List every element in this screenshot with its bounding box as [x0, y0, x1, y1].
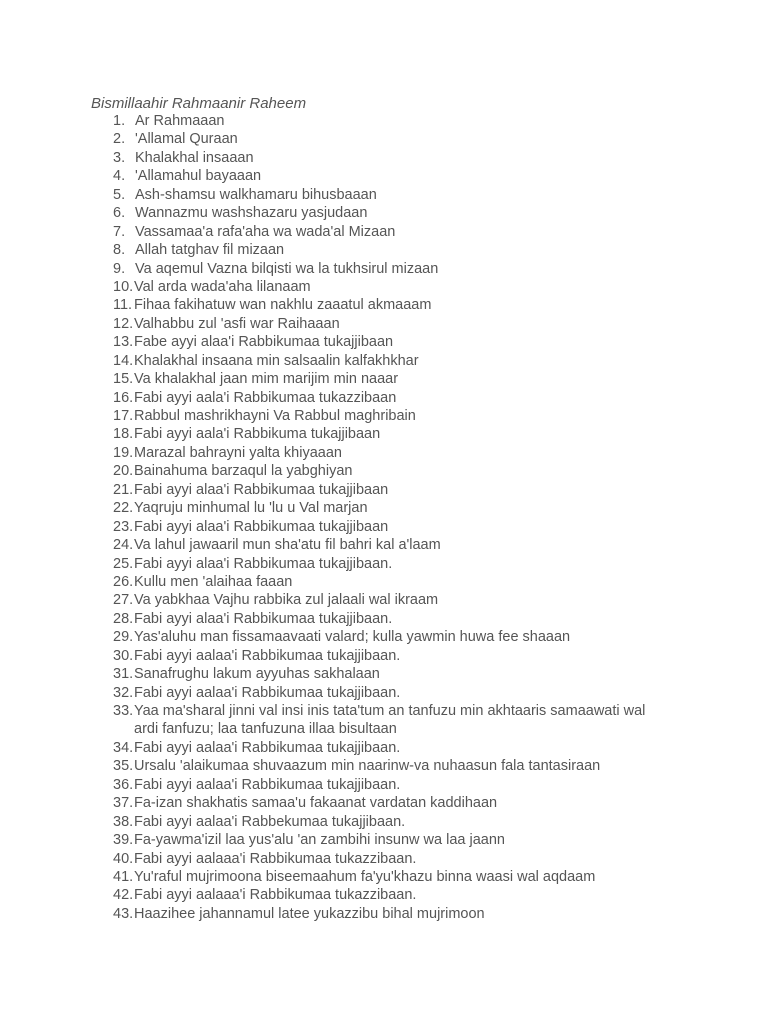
verse-number: 42.	[113, 887, 134, 904]
verse-text: 'Allamahul bayaaan	[135, 168, 262, 185]
verse-number: 38.	[113, 813, 134, 830]
verse-text: Fabi ayyi aalaaa'i Rabbikumaa tukazzibaan.	[134, 850, 417, 867]
list-item	[0, 813, 768, 831]
verse-number: 4.	[113, 168, 126, 185]
verse-number: 14.	[113, 352, 134, 369]
verse-text: Yaa ma'sharal jinni val insi inis tata'tum an tanfuzu min akhtaaris samaawati wal ardi fanfuzu; laa tanfuzuna illaa bisultaan	[134, 703, 646, 738]
verse-text: Khalakhal insaana min salsaalin kalfakhkhar	[134, 352, 419, 369]
list-item	[0, 628, 768, 646]
verse-list	[0, 112, 768, 923]
verse-number: 43.	[113, 905, 134, 922]
verse-text: Fa-izan shakhatis samaa'u fakaanat vardatan kaddihaan	[134, 795, 498, 812]
verse-text: Fabi ayyi aalaa'i Rabbikumaa tukajjibaan.	[134, 776, 401, 793]
list-item	[0, 905, 768, 923]
verse-text: Val arda wada'aha lilanaam	[134, 278, 311, 295]
verse-number: 5.	[113, 186, 126, 203]
verse-text: Fabi ayyi alaa'i Rabbikumaa tukajjibaan.	[134, 555, 393, 572]
verse-number: 28.	[113, 610, 134, 627]
verse-text: Ursalu 'alaikumaa shuvaazum min naarinw-va nuhaasun fala tantasiraan	[134, 758, 601, 775]
verse-number: 13.	[113, 334, 134, 351]
verse-number: 26.	[113, 573, 134, 590]
verse-text: Allah tatghav fil mizaan	[135, 242, 285, 259]
verse-number: 22.	[113, 500, 134, 517]
verse-number: 1.	[113, 113, 126, 129]
list-item	[0, 389, 768, 407]
list-item	[0, 499, 768, 517]
verse-text: Fabi ayyi aalaa'i Rabbikumaa tukajjibaan.	[134, 647, 401, 664]
verse-number: 25.	[113, 555, 134, 572]
verse-text: Marazal bahrayni yalta khiyaaan	[134, 444, 342, 461]
list-item	[0, 757, 768, 775]
verse-text: Fabi ayyi alaa'i Rabbikumaa tukajjibaan.	[134, 610, 393, 627]
list-item	[0, 739, 768, 757]
list-item	[0, 591, 768, 609]
list-item	[0, 241, 768, 259]
verse-text: Yas'aluhu man fissamaavaati valard; kulla yawmin huwa fee shaaan	[134, 629, 571, 646]
verse-text: Fabi ayyi aalaa'i Rabbekumaa tukajjibaan.	[134, 813, 406, 830]
verse-number: 9.	[113, 260, 126, 277]
list-item	[0, 425, 768, 443]
list-item	[0, 481, 768, 499]
verse-text: Fabi ayyi aalaa'i Rabbikumaa tukajjibaan.	[134, 684, 401, 701]
list-item	[0, 702, 768, 739]
verse-number: 10.	[113, 278, 134, 295]
verse-text: Haazihee jahannamul latee yukazzibu bihal mujrimoon	[134, 905, 485, 922]
verse-number: 15.	[113, 371, 134, 388]
verse-text: Bainahuma barzaqul la yabghiyan	[134, 463, 353, 480]
verse-text: Fihaa fakihatuw wan nakhlu zaaatul akmaaam	[134, 297, 432, 314]
list-item	[0, 684, 768, 702]
list-item	[0, 370, 768, 388]
list-item	[0, 555, 768, 573]
verse-text: Ash-shamsu walkhamaru bihusbaaan	[135, 186, 377, 203]
document-title: Bismillaahir Rahmaanir Raheem	[91, 95, 307, 112]
list-item	[0, 831, 768, 849]
verse-text: Valhabbu zul 'asfi war Raihaaan	[134, 315, 340, 332]
verse-text: Fabi ayyi aala'i Rabbikumaa tukazzibaan	[134, 389, 397, 406]
verse-number: 31.	[113, 666, 134, 683]
list-item	[0, 776, 768, 794]
verse-number: 6.	[113, 205, 126, 222]
verse-number: 40.	[113, 850, 134, 867]
verse-number: 12.	[113, 315, 134, 332]
verse-text: Fabi ayyi aalaa'i Rabbikumaa tukajjibaan.	[134, 739, 401, 756]
list-item	[0, 407, 768, 425]
verse-number: 7.	[113, 223, 126, 240]
verse-text: Wannazmu washshazaru yasjudaan	[135, 205, 368, 222]
verse-text: Fabi ayyi alaa'i Rabbikumaa tukajjibaan	[134, 481, 389, 498]
verse-number: 36.	[113, 776, 134, 793]
list-item	[0, 886, 768, 904]
list-item	[0, 610, 768, 628]
verse-text: Yu'raful mujrimoona biseemaahum fa'yu'khazu binna waasi wal aqdaam	[134, 868, 596, 885]
list-item	[0, 112, 768, 130]
verse-text: Fabe ayyi alaa'i Rabbikumaa tukajjibaan	[134, 334, 394, 351]
verse-number: 21.	[113, 481, 134, 498]
verse-number: 20.	[113, 463, 134, 480]
verse-text: Va yabkhaa Vajhu rabbika zul jalaali wal ikraam	[134, 592, 439, 609]
verse-text: Kullu men 'alaihaa faaan	[134, 573, 293, 590]
verse-number: 27.	[113, 592, 134, 609]
verse-number: 29.	[113, 629, 134, 646]
verse-number: 17.	[113, 408, 134, 424]
verse-number: 41.	[113, 868, 134, 885]
list-item	[0, 647, 768, 665]
verse-number: 24.	[113, 537, 134, 554]
list-item	[0, 352, 768, 370]
list-item	[0, 665, 768, 683]
list-item	[0, 204, 768, 222]
verse-number: 3.	[113, 149, 126, 166]
verse-text: Sanafrughu lakum ayyuhas sakhalaan	[134, 666, 380, 683]
list-item	[0, 518, 768, 536]
list-item	[0, 794, 768, 812]
list-item	[0, 296, 768, 314]
verse-number: 23.	[113, 518, 134, 535]
verse-number: 34.	[113, 739, 134, 756]
verse-text: Vassamaa'a rafa'aha wa wada'al Mizaan	[135, 223, 396, 240]
verse-text: Fa-yawma'izil laa yus'alu 'an zambihi insunw wa laa jaann	[134, 832, 505, 849]
list-item	[0, 260, 768, 278]
verse-number: 39.	[113, 832, 134, 849]
list-item	[0, 278, 768, 296]
list-item	[0, 444, 768, 462]
verse-text: Rabbul mashrikhayni Va Rabbul maghribain	[134, 408, 416, 424]
verse-number: 30.	[113, 647, 134, 664]
list-item	[0, 850, 768, 868]
verse-number: 19.	[113, 444, 134, 461]
verse-number: 16.	[113, 389, 134, 406]
verse-number: 35.	[113, 758, 134, 775]
list-item	[0, 130, 768, 148]
list-item	[0, 167, 768, 185]
list-item	[0, 149, 768, 167]
verse-number: 18.	[113, 426, 134, 443]
verse-text: Va lahul jawaaril mun sha'atu fil bahri kal a'laam	[134, 537, 441, 554]
list-item	[0, 573, 768, 591]
verse-text: Fabi ayyi aalaaa'i Rabbikumaa tukazzibaan.	[134, 887, 417, 904]
list-item	[0, 462, 768, 480]
list-item	[0, 315, 768, 333]
list-item	[0, 333, 768, 351]
verse-text: Fabi ayyi alaa'i Rabbikumaa tukajjibaan	[134, 518, 389, 535]
verse-number: 37.	[113, 795, 134, 812]
verse-number: 32.	[113, 684, 134, 701]
list-item	[0, 536, 768, 554]
list-item	[0, 186, 768, 204]
verse-number: 33.	[113, 703, 134, 719]
verse-text: Va aqemul Vazna bilqisti wa la tukhsirul mizaan	[135, 260, 439, 277]
verse-text: Va khalakhal jaan mim marijim min naaar	[134, 371, 399, 388]
verse-text: Fabi ayyi aala'i Rabbikuma tukajjibaan	[134, 426, 381, 443]
verse-number: 8.	[113, 242, 126, 259]
verse-text: Ar Rahmaaan	[135, 113, 225, 129]
verse-number: 2.	[113, 131, 126, 148]
verse-text: Yaqruju minhumal lu 'lu u Val marjan	[134, 500, 368, 517]
verse-text: Khalakhal insaaan	[135, 149, 254, 166]
verse-number: 11.	[113, 297, 133, 314]
verse-text: 'Allamal Quraan	[135, 131, 238, 148]
list-item	[0, 223, 768, 241]
list-item	[0, 868, 768, 886]
